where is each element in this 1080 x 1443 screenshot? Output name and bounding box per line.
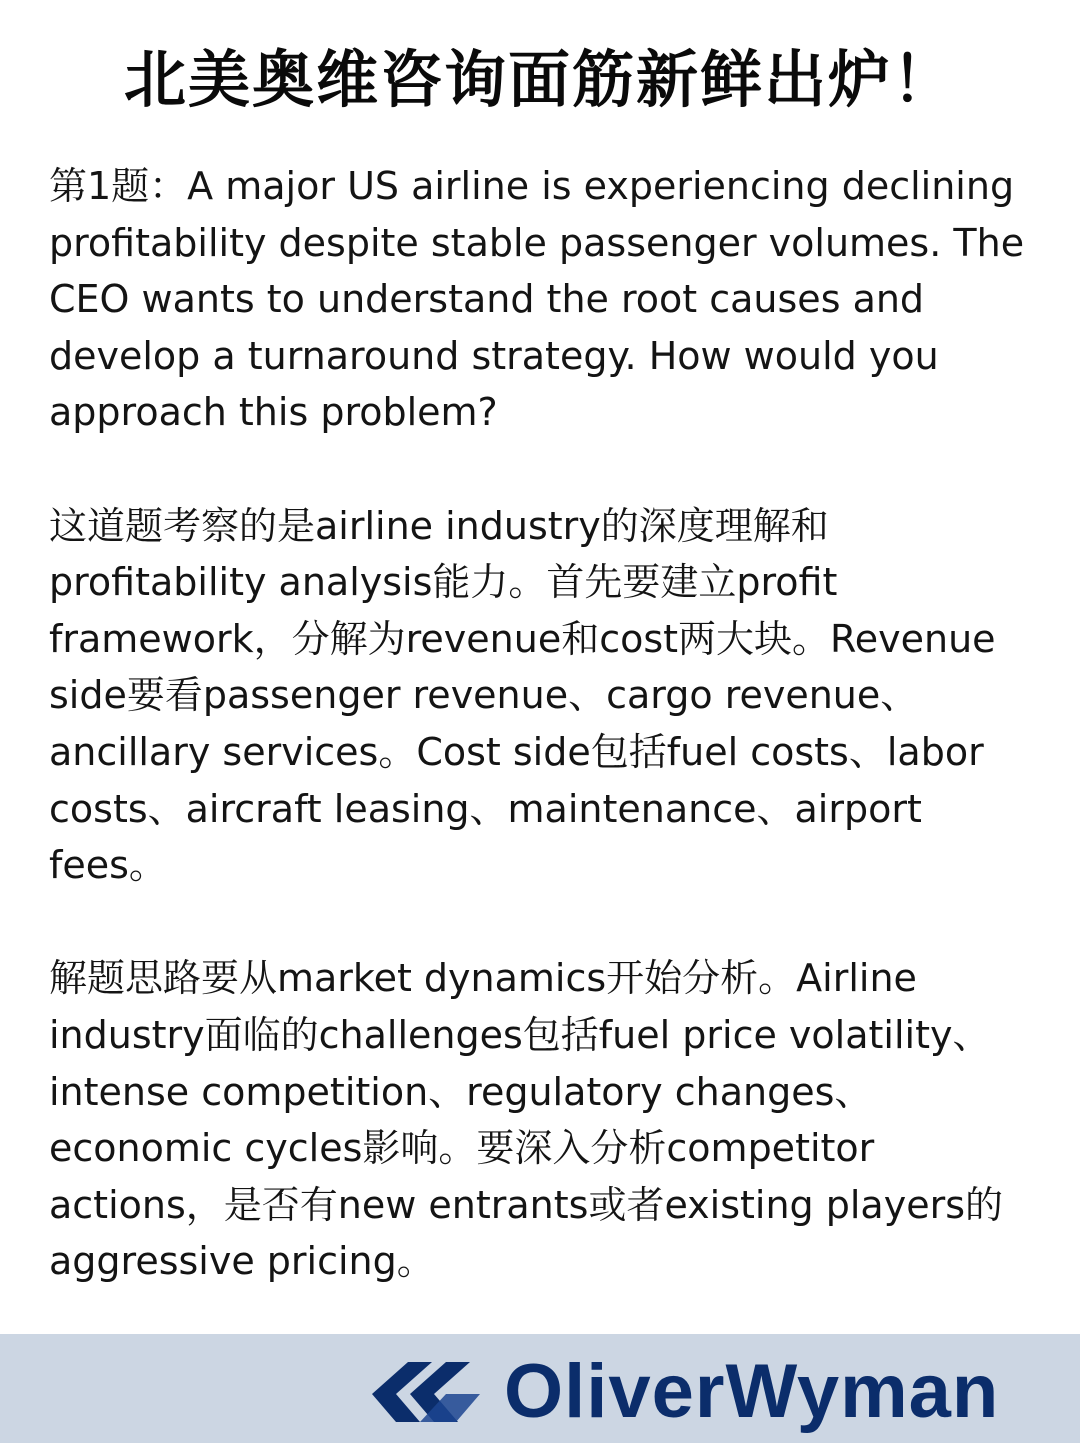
analysis-paragraph — [49, 498, 1044, 894]
text-line: profitability despite stable passenger volumes. The — [49, 220, 1025, 265]
text-line: actions，是否有new entrants或者existing players的 — [49, 1182, 1003, 1227]
oliver-wyman-logo — [370, 1349, 1000, 1434]
text-line: develop a turnaround strategy. How would you — [49, 333, 939, 378]
text-line: 解题思路要从market dynamics开始分析。Airline — [49, 956, 917, 1001]
article-body — [49, 158, 1044, 1346]
text-line: intense competition、regulatory changes、 — [49, 1069, 873, 1114]
logo-wordmark: OliverWyman — [504, 1349, 1000, 1434]
text-line: ancillary services。Cost side包括fuel costs、labor — [49, 729, 984, 774]
text-line: profitability analysis能力。首先要建立profit — [49, 560, 838, 605]
question-paragraph — [49, 158, 1044, 441]
text-line: 这道题考察的是airline industry的深度理解和 — [49, 503, 829, 548]
text-line: industry面临的challenges包括fuel price volatility、 — [49, 1012, 991, 1057]
text-line: framework，分解为revenue和cost两大块。Revenue — [49, 616, 996, 661]
text-line: fees。 — [49, 843, 167, 888]
text-line: CEO wants to understand the root causes and — [49, 277, 925, 322]
text-line: approach this problem? — [49, 390, 498, 435]
text-line: aggressive pricing。 — [49, 1239, 435, 1284]
text-line: costs、aircraft leasing、maintenance、airport — [49, 786, 922, 831]
text-line: side要看passenger revenue、cargo revenue、 — [49, 673, 919, 718]
text-line: economic cycles影响。要深入分析competitor — [49, 1126, 875, 1171]
approach-paragraph — [49, 950, 1044, 1290]
page-title: 北美奥维咨询面筋新鲜出炉！ — [123, 43, 956, 116]
oliver-wyman-mark-icon — [370, 1354, 482, 1430]
text-line: 第1题：A major US airline is experiencing declining — [49, 164, 1015, 208]
